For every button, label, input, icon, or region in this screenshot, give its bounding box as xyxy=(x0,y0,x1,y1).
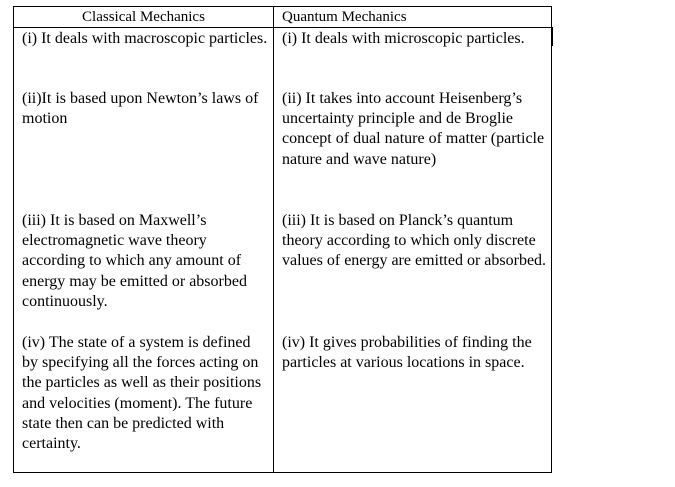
comparison-table xyxy=(13,6,552,473)
classical-point-3: (iii) It is based on Maxwell’s electromagnetic wave theory according to which any amount of energy may be emitted or absorbed continuously. xyxy=(22,212,247,310)
header-quantum-mechanics: Quantum Mechanics xyxy=(282,9,407,25)
quantum-point-2: (ii) It takes into account Heisenberg’s uncertainty principle and de Broglie concept of dual nature of matter (particle nature and wave nature) xyxy=(282,90,545,168)
quantum-point-1: (i) It deals with microscopic particles. xyxy=(282,30,525,47)
classical-point-1: (i) It deals with macroscopic particles. xyxy=(22,30,268,47)
classical-point-4: (iv) The state of a system is defined by specifying all the forces acting on the particles as well as their positions and velocities (moment). The future state then can be predicted with certainty. xyxy=(22,334,262,453)
classical-point-2: (ii)It is based upon Newton’s laws of motion xyxy=(22,90,259,128)
header-classical-mechanics: Classical Mechanics xyxy=(82,9,205,25)
header-divider xyxy=(14,27,551,28)
column-divider xyxy=(273,7,274,472)
quantum-point-4: (iv) It gives probabilities of finding the particles at various locations in space. xyxy=(282,334,532,372)
border-tick-mark xyxy=(551,27,553,46)
quantum-point-3: (iii) It is based on Planck’s quantum theory according to which only discrete values of energy are emitted or absorbed. xyxy=(282,212,547,270)
